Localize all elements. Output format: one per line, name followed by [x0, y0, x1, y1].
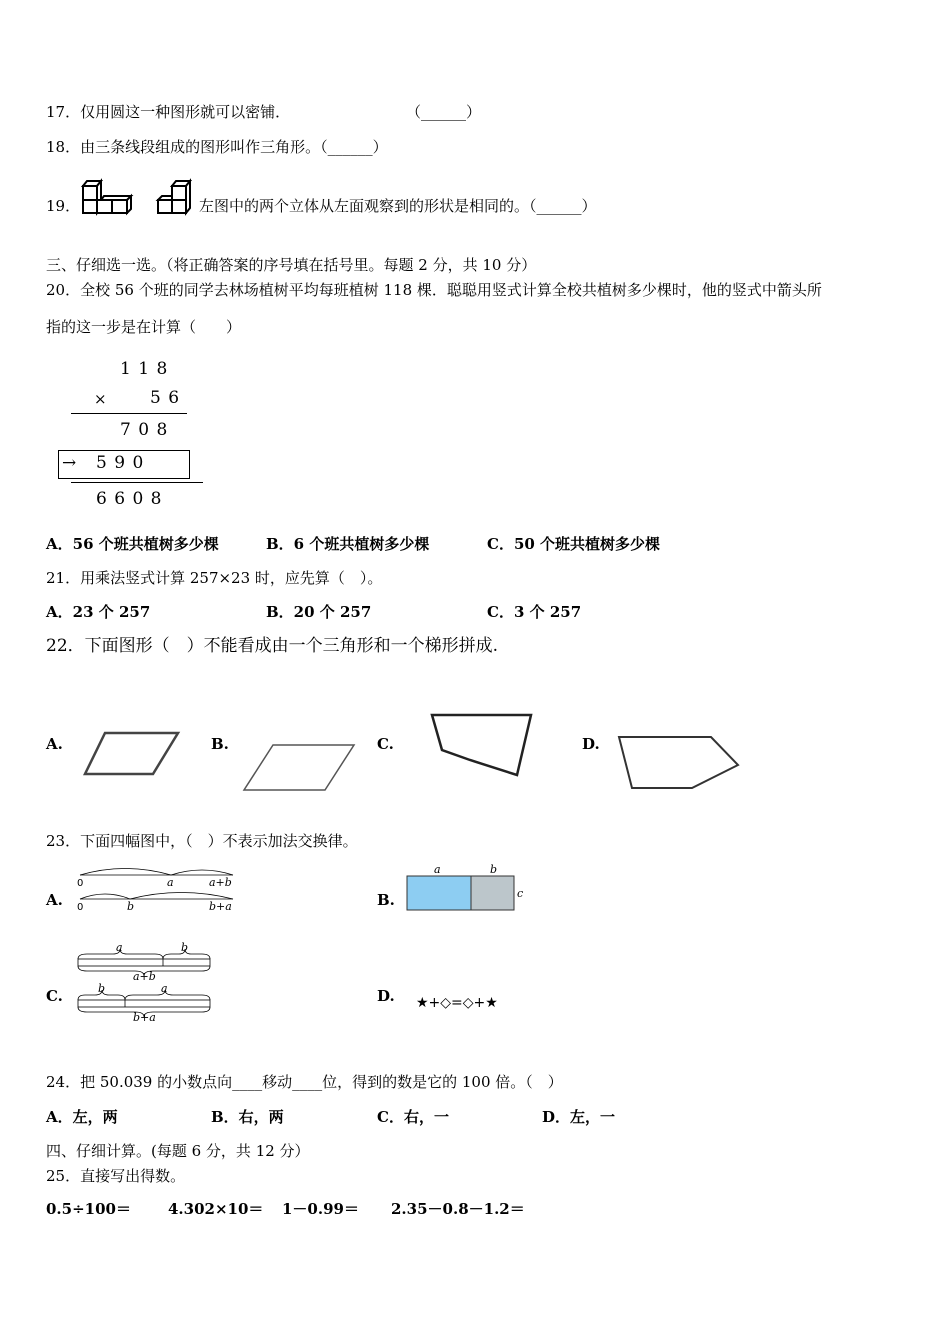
q20-option-b[interactable]: B．6 个班共植树多少棵	[266, 535, 430, 553]
figB-blue-rect	[407, 876, 471, 910]
calc-row3: 7 0 8	[120, 420, 169, 440]
q22-shape-d	[612, 732, 744, 792]
calc-times: ×	[94, 390, 107, 408]
figB-a: a	[434, 863, 441, 876]
q22-text: 22．下面图形（ ）不能看成由一个三角形和一个梯形拼成.	[46, 636, 499, 656]
figB-c: c	[517, 887, 524, 900]
q19-text: 左图中的两个立体从左面观察到的形状是相同的。（______）	[199, 197, 597, 215]
q24-text: 24．把 50.039 的小数点向____移动____位，得到的数是它的 100 倍。（ ）	[46, 1073, 563, 1091]
q19-cube-figure-left	[80, 172, 132, 216]
q22-shape-b	[240, 741, 358, 793]
q21-text: 21．用乘法竖式计算 257×23 时，应先算（ ）。	[46, 569, 383, 587]
figB-gray-rect	[471, 876, 514, 910]
q18-stem: 由三条线段组成的图形叫作三角形。（______）	[80, 138, 388, 156]
q25-item-1: 0.5÷100＝	[46, 1200, 131, 1218]
q22-shape-c	[428, 710, 538, 782]
q20-line2: 指的这一步是在计算（ ）	[46, 318, 242, 336]
q22-shape-a	[80, 730, 184, 778]
figC-sum2: b+a	[133, 1011, 156, 1024]
figB-b: b	[490, 863, 498, 876]
figA-b2: b	[127, 900, 135, 913]
figC-a1: a	[116, 941, 123, 954]
q22-option-c[interactable]: C.	[377, 735, 394, 753]
q18-text	[46, 138, 388, 156]
calc-rule-2	[71, 482, 203, 483]
q24-option-b[interactable]: B．右，两	[211, 1108, 284, 1126]
q18-num: 18．	[46, 138, 81, 156]
q23-figure-a-number-line	[75, 862, 240, 918]
q22-option-d[interactable]: D.	[582, 735, 600, 753]
q23-text: 23．下面四幅图中，（ ）不表示加法交换律。	[46, 832, 358, 850]
calc-row2: 5 6	[150, 388, 181, 408]
q23-figure-c-strips	[75, 942, 215, 1024]
figC-sum1: a+b	[133, 970, 156, 983]
q20-line1: 20．全校 56 个班的同学去林场植树平均每班植树 118 棵．聪聪用竖式计算全校共植树多少棵时，他的竖式中箭头所	[46, 281, 822, 299]
q21-option-b[interactable]: B．20 个 257	[266, 603, 372, 621]
q23-option-d[interactable]: D.	[377, 987, 395, 1005]
q19-cube-figure-right	[155, 172, 197, 216]
q24-option-c[interactable]: C．右，一	[377, 1108, 449, 1126]
q24-option-d[interactable]: D．左，一	[542, 1108, 616, 1126]
q17-text	[46, 103, 290, 121]
section4-heading: 四、仔细计算。(每题 6 分，共 12 分）	[46, 1142, 310, 1160]
q21-option-c[interactable]: C．3 个 257	[487, 603, 582, 621]
q17-num: 17．	[46, 103, 81, 121]
q20-option-a[interactable]: A．56 个班共植树多少棵	[46, 535, 219, 553]
q23-option-b[interactable]: B.	[377, 891, 395, 909]
figA-zero2: 0	[77, 902, 84, 913]
q25-item-2: 4.302×10＝	[168, 1200, 264, 1218]
q20-option-c[interactable]: C．50 个班共植树多少棵	[487, 535, 661, 553]
figC-b2: b	[98, 982, 106, 995]
q22-option-a[interactable]: A.	[46, 735, 63, 753]
figA-sum2: b+a	[209, 900, 232, 913]
figC-a2: a	[161, 982, 168, 995]
q17-stem: 仅用圆这一种图形就可以密铺．	[80, 103, 291, 121]
calc-row4: 5 9 0	[96, 453, 145, 473]
q24-option-a[interactable]: A．左，两	[46, 1108, 118, 1126]
calc-row5: 6 6 0 8	[96, 489, 163, 509]
q23-figure-b-rectangle	[405, 862, 530, 914]
q22-option-b[interactable]: B.	[211, 735, 229, 753]
figA-sum1: a+b	[209, 876, 232, 889]
calc-arrow: →	[62, 453, 77, 473]
section3-heading: 三、仔细选一选。（将正确答案的序号填在括号里。每题 2 分，共 10 分）	[46, 256, 537, 274]
q23-option-c[interactable]: C.	[46, 987, 63, 1005]
q21-option-a[interactable]: A．23 个 257	[46, 603, 151, 621]
figC-b1: b	[181, 941, 189, 954]
figA-zero1: 0	[77, 878, 84, 889]
q19-num: 19．	[46, 197, 81, 215]
calc-row1: 1 1 8	[120, 359, 169, 379]
q25-item-3: 1－0.99＝	[282, 1200, 359, 1218]
calc-rule-1	[71, 413, 187, 414]
figA-a1: a	[167, 876, 174, 889]
q23-figure-d-formula: ★+◇=◇+★	[416, 995, 498, 1011]
q25-text: 25．直接写出得数。	[46, 1167, 186, 1185]
q23-option-a[interactable]: A.	[46, 891, 63, 909]
q25-item-4: 2.35－0.8－1.2＝	[391, 1200, 525, 1218]
q17-blank: （______）	[406, 103, 482, 121]
